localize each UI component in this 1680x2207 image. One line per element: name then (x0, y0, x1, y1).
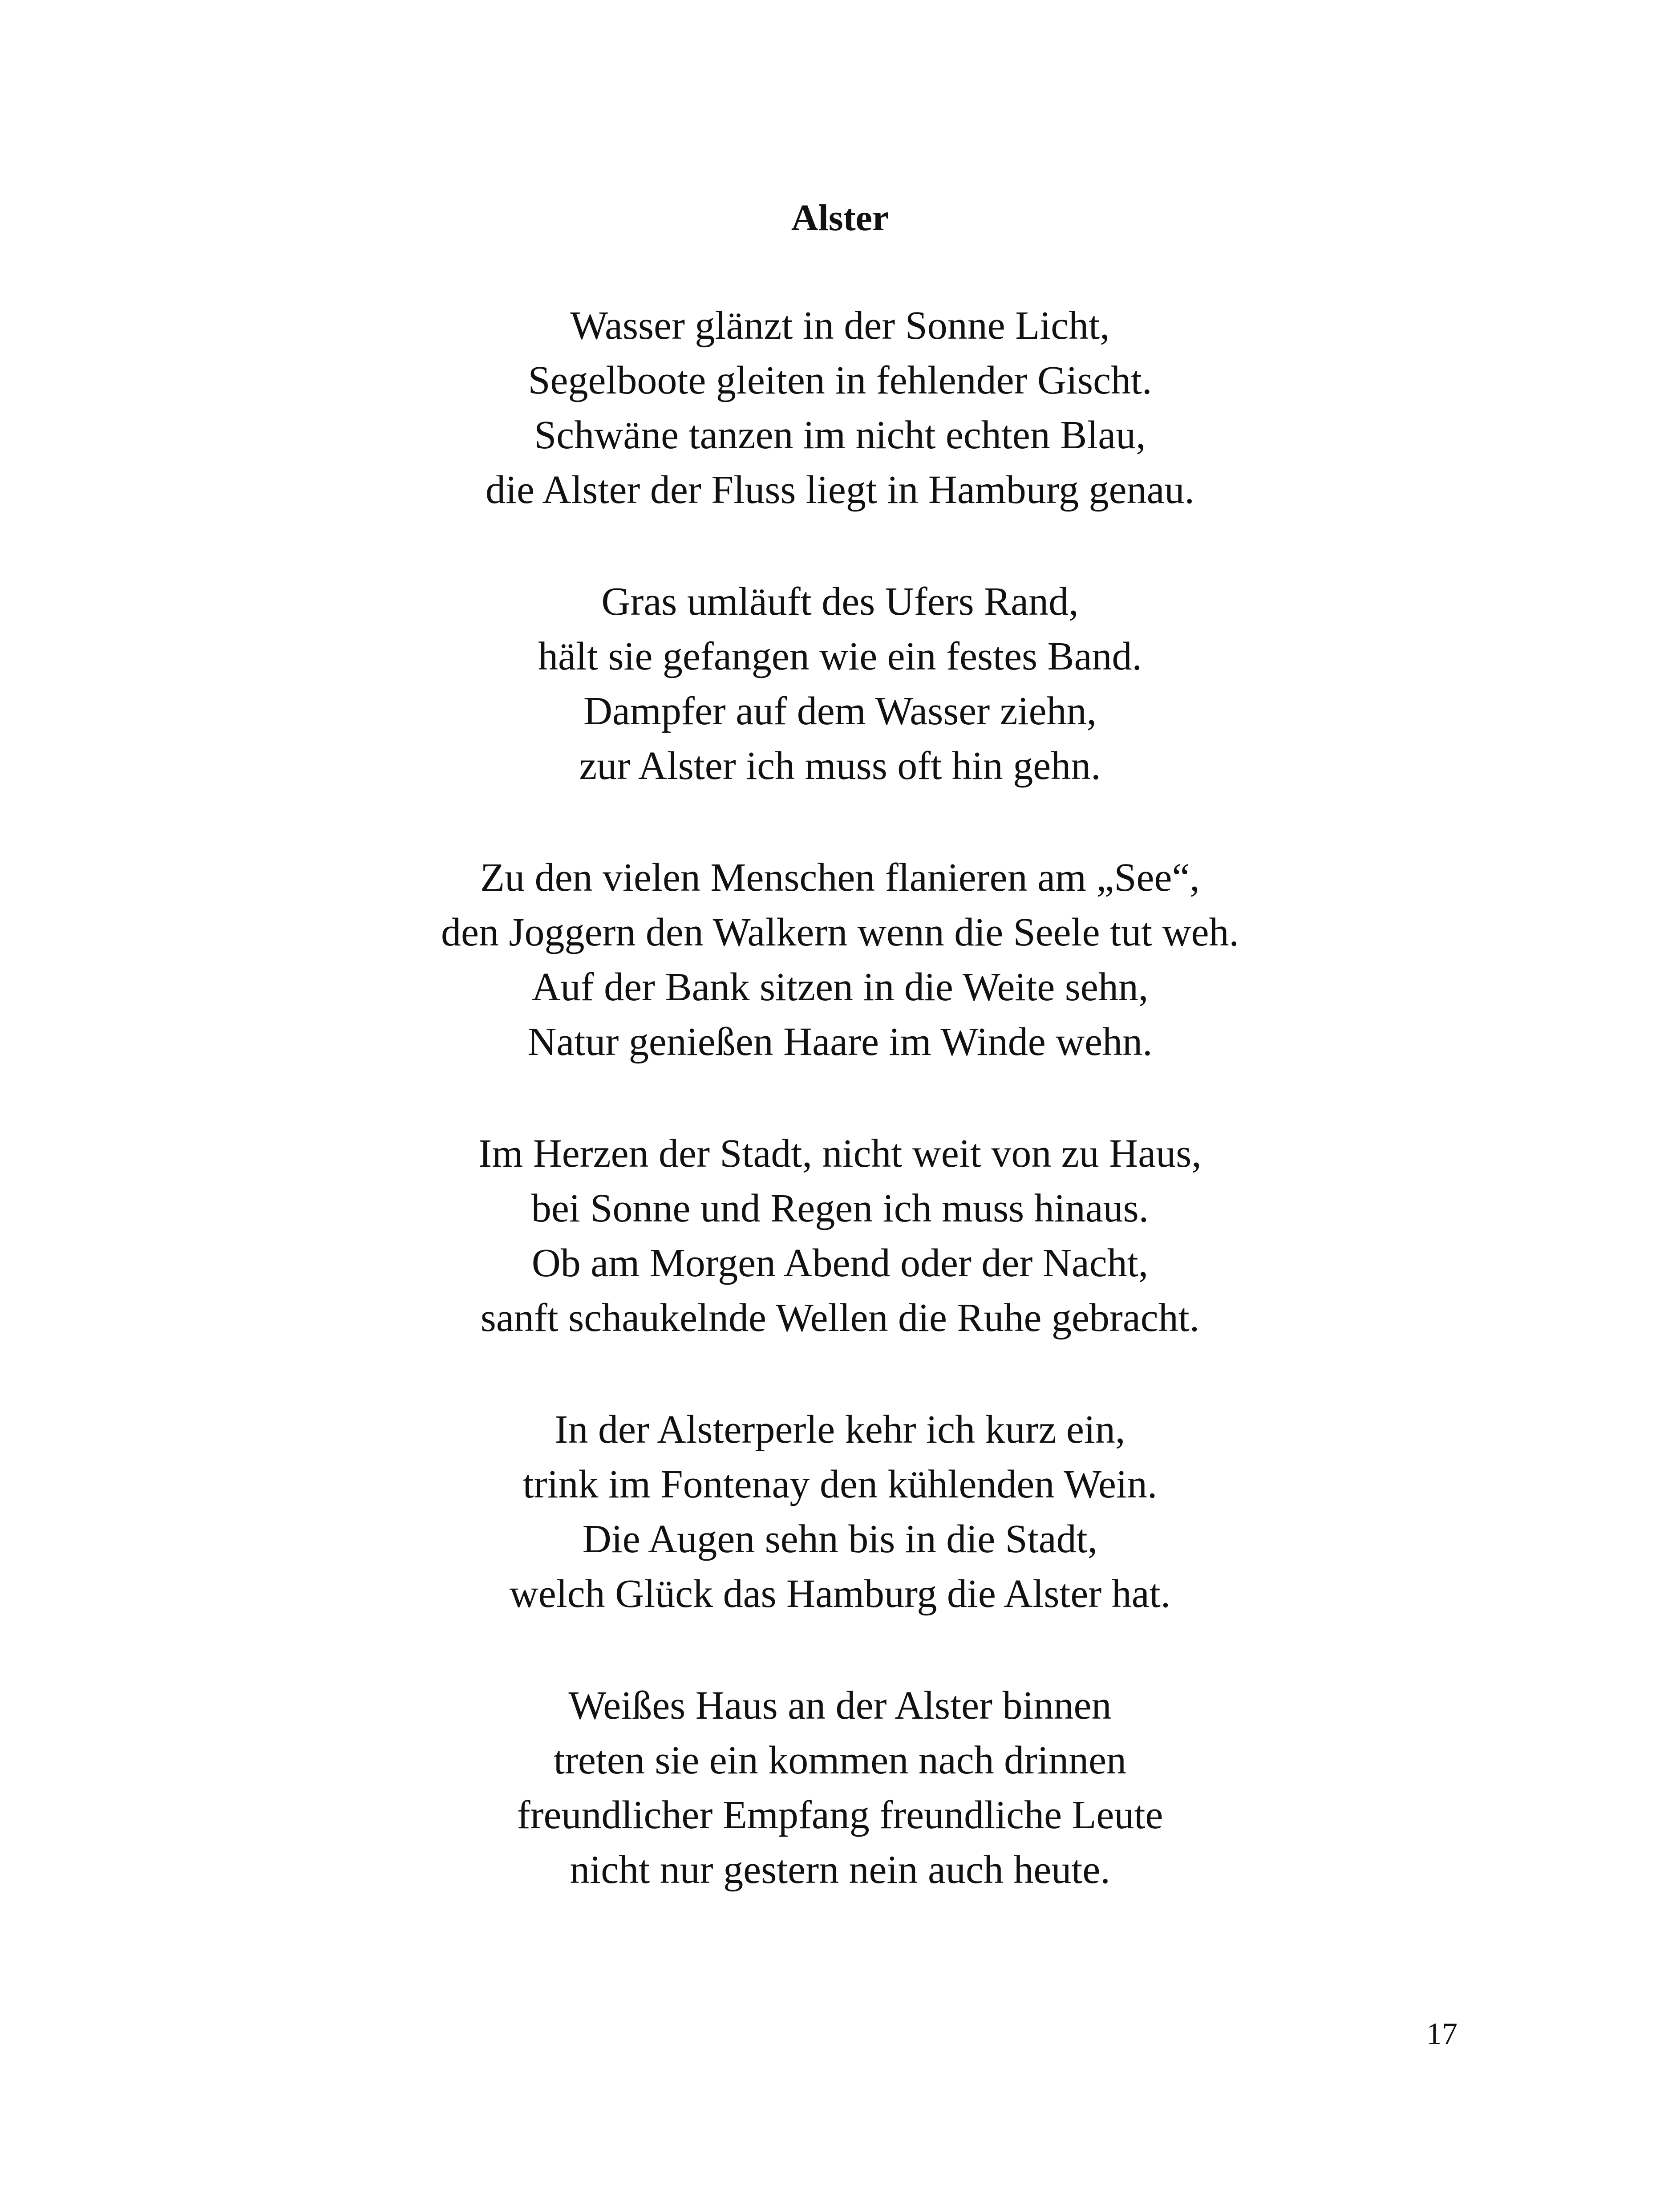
verse-line: Schwäne tanzen im nicht echten Blau, (534, 413, 1146, 457)
verse-line: zur Alster ich muss oft hin gehn. (579, 744, 1101, 788)
verse-line: Wasser glänzt in der Sonne Licht, (570, 304, 1110, 348)
verse-line: Die Augen sehn bis in die Stadt, (582, 1517, 1098, 1561)
verse-line: trink im Fontenay den kühlenden Wein. (522, 1462, 1158, 1506)
verse-line: Auf der Bank sitzen in die Weite sehn, (531, 965, 1149, 1009)
verse-line: Gras umläuft des Ufers Rand, (601, 580, 1079, 624)
stanza-5 (0, 1402, 1680, 1621)
verse-line: Natur genießen Haare im Winde wehn. (527, 1020, 1153, 1064)
verse-line: Im Herzen der Stadt, nicht weit von zu Haus, (478, 1132, 1202, 1176)
verse-line: welch Glück das Hamburg die Alster hat. (509, 1572, 1171, 1616)
verse-line: treten sie ein kommen nach drinnen (553, 1738, 1127, 1782)
verse-line: hält sie gefangen wie ein festes Band. (538, 634, 1142, 678)
page-number: 17 (1426, 2017, 1457, 2051)
verse-line: sanft schaukelnde Wellen die Ruhe gebracht. (480, 1296, 1200, 1340)
stanza-1 (0, 298, 1680, 517)
stanza-6 (0, 1678, 1680, 1897)
verse-line: Weißes Haus an der Alster binnen (568, 1684, 1112, 1728)
verse-line: bei Sonne und Regen ich muss hinaus. (531, 1186, 1149, 1230)
verse-line: Ob am Morgen Abend oder der Nacht, (531, 1241, 1149, 1285)
verse-line: Segelboote gleiten in fehlender Gischt. (528, 358, 1152, 402)
verse-line: den Joggern den Walkern wenn die Seele tut weh. (441, 910, 1239, 954)
poem-title: Alster (791, 197, 889, 239)
stanza-2 (0, 574, 1680, 793)
verse-line: nicht nur gestern nein auch heute. (570, 1848, 1110, 1892)
poem (0, 196, 1680, 1954)
stanza-3 (0, 850, 1680, 1069)
verse-line: Dampfer auf dem Wasser ziehn, (583, 689, 1097, 733)
verse-line: In der Alsterperle kehr ich kurz ein, (555, 1408, 1125, 1452)
verse-line: freundlicher Empfang freundliche Leute (517, 1793, 1163, 1837)
verse-line: Zu den vielen Menschen flanieren am „See“, (480, 856, 1200, 900)
stanza-4 (0, 1126, 1680, 1345)
verse-line: die Alster der Fluss liegt in Hamburg genau. (485, 468, 1195, 512)
